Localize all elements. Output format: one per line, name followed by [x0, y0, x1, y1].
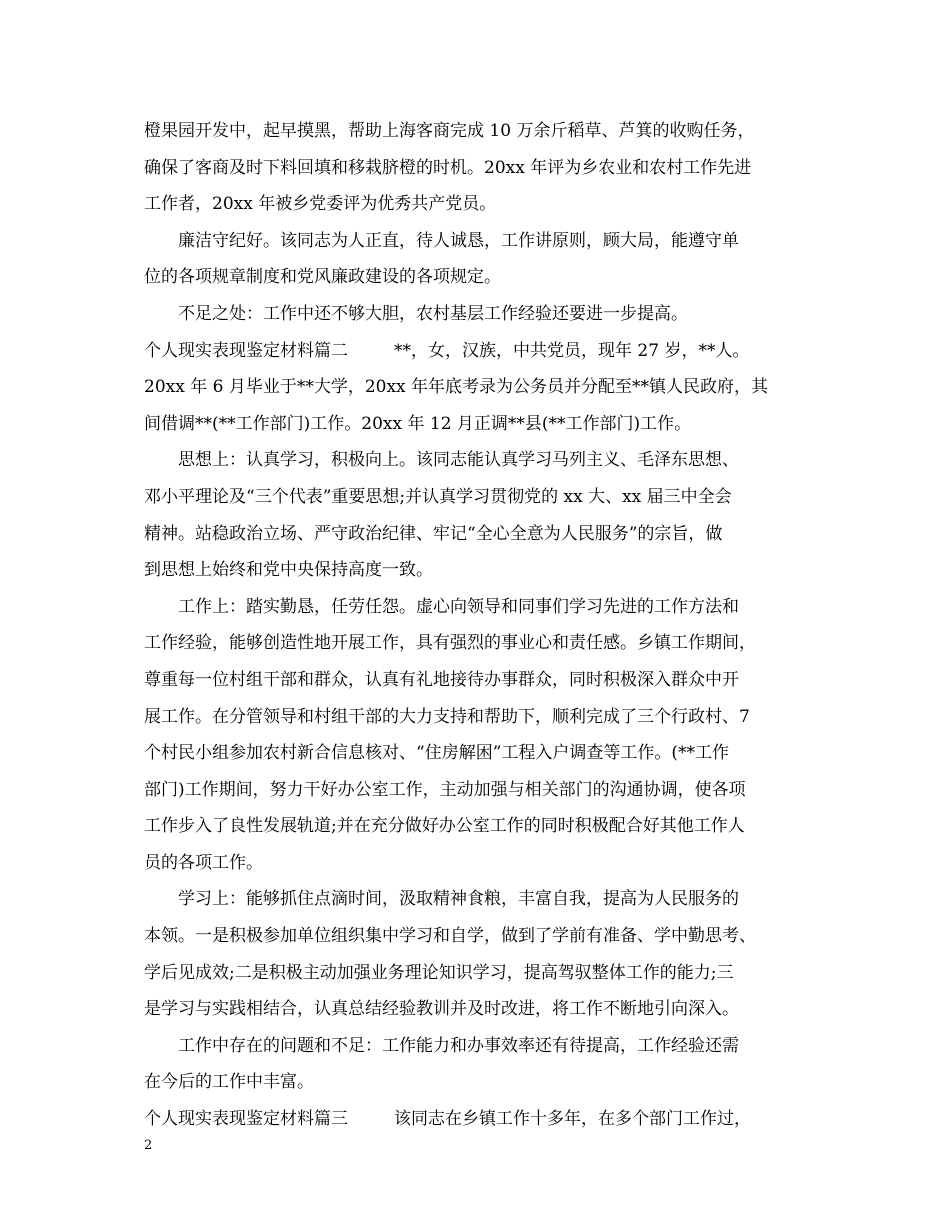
line-text: 部门)工作期间，努力干好办公室工作，主动加强与相关部门的沟通协调，使各项	[144, 779, 746, 800]
text-line-3	[144, 186, 824, 223]
text-line-18	[144, 735, 824, 772]
line-text: 学习上：能够抓住点滴时间，汲取精神食粮，丰富自我，提高为人民服务的	[178, 889, 739, 910]
line-text: 橙果园开发中，起早摸黑，帮助上海客商完成 10 万余斤稻草、芦箕的收购任务，	[144, 121, 755, 141]
text-line-19	[144, 772, 824, 809]
text-line-12	[144, 516, 824, 553]
text-line-5	[144, 259, 824, 296]
text-line-2	[144, 150, 824, 187]
text-line-9	[144, 406, 824, 443]
text-line-27	[144, 1064, 824, 1101]
line-text: 展工作。在分管领导和村组干部的大力支持和帮助下，顺利完成了三个行政村、7	[144, 706, 750, 727]
text-line-25	[144, 991, 824, 1028]
text-line-14	[144, 589, 824, 626]
text-line-8	[144, 369, 824, 406]
line-text: 是学习与实践相结合，认真总结经验教训并及时改进，将工作不断地引向深入。	[144, 999, 739, 1020]
line-text: 工作中存在的问题和不足：工作能力和办事效率还有待提高，工作经验还需	[178, 1035, 739, 1056]
line-text: 间借调**(**工作部门)工作。20xx 年 12 月正调**县(**工作部门)工作。	[144, 413, 692, 434]
text-line-1	[144, 113, 824, 150]
line-text: 在今后的工作中丰富。	[144, 1072, 314, 1093]
text-line-4	[144, 223, 824, 260]
text-line-15	[144, 625, 824, 662]
line-text: 位的各项规章制度和党风廉政建设的各项规定。	[144, 267, 501, 288]
text-line-22	[144, 881, 824, 918]
line-text: 工作上：踏实勤恳，任劳任怨。虚心向领导和同事们学习先进的工作方法和	[178, 596, 739, 617]
line-text: 本领。一是积极参加单位组织集中学习和自学，做到了学前有准备、学中勤思考、	[144, 926, 756, 947]
line-text: 该同志在乡镇工作十多年，在多个部门工作过，	[394, 1109, 751, 1130]
line-text: 尊重每一位村组干部和群众，认真有礼地接待办事群众，同时积极深入群众中开	[144, 669, 739, 690]
line-text: 工作者，20xx 年被乡党委评为优秀共产党员。	[144, 194, 497, 215]
section-heading-line-2	[144, 333, 824, 370]
section-heading: 个人现实表现鉴定材料篇三	[144, 1109, 348, 1130]
line-text: 工作步入了良性发展轨道;并在充分做好办公室工作的同时积极配合好其他工作人	[144, 816, 745, 837]
line-text: 工作经验，能够创造性地开展工作，具有强烈的事业心和责任感。乡镇工作期间，	[144, 633, 756, 654]
text-line-13	[144, 552, 824, 589]
line-text: 员的各项工作。	[144, 852, 263, 873]
section-heading-line-3	[144, 1101, 824, 1138]
text-line-24	[144, 955, 824, 992]
text-line-23	[144, 918, 824, 955]
text-line-17	[144, 699, 824, 736]
text-line-16	[144, 662, 824, 699]
line-text: 20xx 年 6 月毕业于**大学，20xx 年年底考录为公务员并分配至**镇人民政府，其	[144, 377, 769, 398]
text-line-6	[144, 296, 824, 333]
text-line-21	[144, 845, 824, 882]
section-heading: 个人现实表现鉴定材料篇二	[144, 340, 348, 361]
document-body	[144, 113, 824, 1138]
line-text: 到思想上始终和党中央保持高度一致。	[144, 560, 433, 581]
text-line-10	[144, 442, 824, 479]
line-text: 邓小平理论及“三个代表”重要思想;并认真学习贯彻党的 xx 大、xx 届三中全会	[144, 486, 732, 507]
line-text: **，女，汉族，中共党员，现年 27 岁，**人。	[394, 340, 750, 361]
line-text: 精神。站稳政治立场、严守政治纪律、牢记“全心全意为人民服务”的宗旨，做	[144, 523, 723, 544]
line-text: 学后见成效;二是积极主动加强业务理论知识学习，提高驾驭整体工作的能力;三	[144, 962, 734, 983]
line-text: 不足之处：工作中还不够大胆，农村基层工作经验还要进一步提高。	[178, 303, 688, 324]
text-line-26	[144, 1028, 824, 1065]
line-text: 个村民小组参加农村新合信息核对、“住房解困”工程入户调查等工作。(**工作	[144, 743, 730, 764]
text-line-11	[144, 479, 824, 516]
line-text: 廉洁守纪好。该同志为人正直，待人诚恳，工作讲原则，顾大局，能遵守单	[178, 230, 739, 251]
text-line-20	[144, 808, 824, 845]
line-text: 思想上：认真学习，积极向上。该同志能认真学习马列主义、毛泽东思想、	[178, 450, 739, 471]
line-text: 确保了客商及时下料回填和移栽脐橙的时机。20xx 年评为乡农业和农村工作先进	[144, 157, 752, 178]
page-number: 2	[144, 1138, 153, 1153]
